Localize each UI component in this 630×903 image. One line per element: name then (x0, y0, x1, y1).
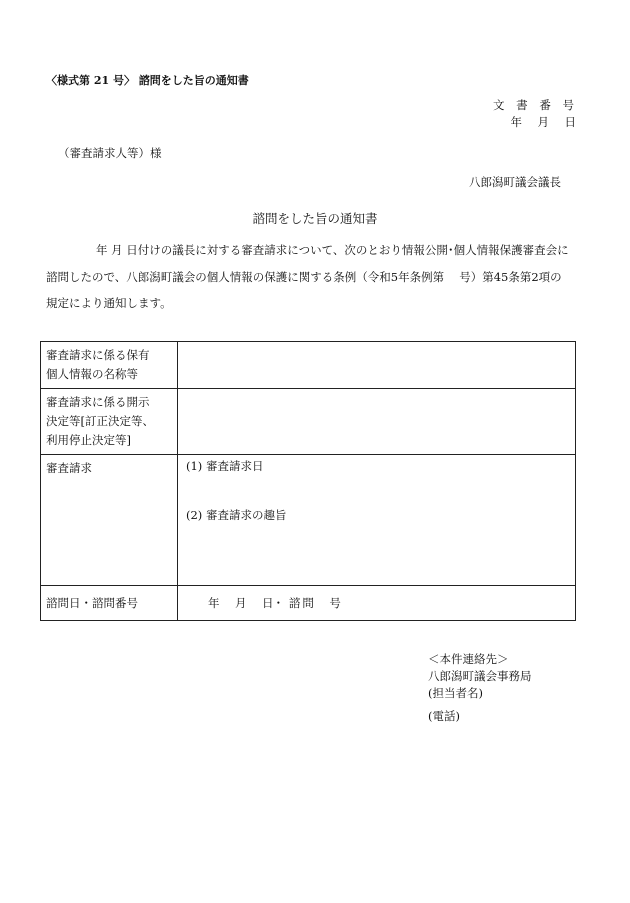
table-row (41, 455, 576, 586)
table-label-cell (41, 389, 178, 455)
document-number: 文 書 番 号 (493, 98, 578, 112)
table-value-cell (178, 455, 576, 586)
table-label-cell (41, 586, 178, 621)
row2-label-line: 利用停止決定等] (46, 433, 131, 447)
contact-block (428, 651, 532, 725)
body-text-line-3: 規定により通知します。 (46, 296, 172, 310)
document-title: 諮問をした旨の通知書 (252, 211, 378, 226)
row1-label-line: 審査請求に係る保有 (46, 348, 150, 362)
row1-label-line: 個人情報の名称等 (46, 367, 138, 381)
body-text-line-1: 年 月 日付けの議長に対する審査請求について、次のとおり情報公開･個人情報保護審査会に (96, 243, 569, 257)
row2-label-line: 決定等[訂正決定等、 (46, 414, 154, 428)
table-label-cell (41, 342, 178, 389)
table-value-cell (178, 389, 576, 455)
table-row (41, 389, 576, 455)
table-label-cell (41, 455, 178, 586)
sender: 八郎潟町議会議長 (469, 175, 561, 189)
contact-person: (担当者名) (428, 686, 483, 700)
row2-label-line: 審査請求に係る開示 (46, 395, 150, 409)
table-row (41, 342, 576, 389)
consultation-date-number: 年 月 日･ 諮問 号 (208, 595, 343, 610)
row4-label: 諮問日・諮問番号 (46, 595, 138, 610)
details-table (40, 341, 576, 621)
contact-heading: ＜本件連絡先＞ (428, 652, 509, 666)
review-request-purpose-label: (2) 審査請求の趣旨 (186, 508, 287, 522)
form-number-label: 〈様式第 21 号〉 諮問をした旨の通知書 (46, 74, 249, 87)
document-date: 年 月 日 (510, 115, 578, 129)
contact-phone: (電話) (428, 709, 460, 723)
body-text-line-2: 諮問したので、八郎潟町議会の個人情報の保護に関する条例（令和5年条例第 号）第45条第2項の (46, 270, 562, 284)
addressee: （審査請求人等）様 (58, 146, 162, 160)
contact-office: 八郎潟町議会事務局 (428, 669, 532, 683)
table-row (41, 586, 576, 621)
review-request-date-label: (1) 審査請求日 (186, 459, 264, 473)
row3-label: 審査請求 (46, 461, 92, 475)
table-value-cell (178, 342, 576, 389)
table-value-cell (178, 586, 576, 621)
